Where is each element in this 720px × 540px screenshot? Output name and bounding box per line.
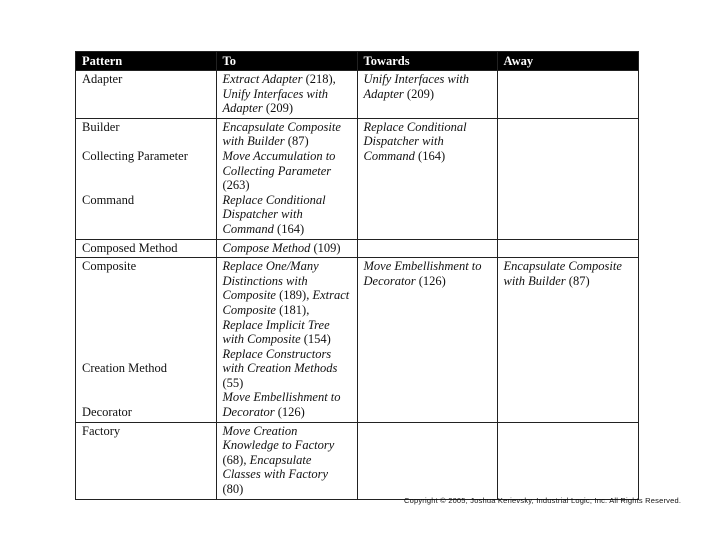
copyright-notice: Copyright © 2005, Joshua Kerievsky, Industrial Logic, Inc. All Rights Reserved. [404, 496, 682, 505]
page-number: (68) [222, 452, 244, 467]
pattern-name: Composed Method [82, 240, 178, 255]
refactoring-name: Move Creation Knowledge to Factory [222, 423, 335, 453]
page-number: (209) [406, 86, 434, 101]
refactoring-name: Move Embellishment to Decorator [222, 390, 341, 420]
refactoring-name: Encapsulate Composite with Builder [503, 259, 622, 288]
pattern-name: Factory [82, 423, 121, 438]
away-cell [497, 71, 638, 119]
table-row [76, 422, 638, 498]
page-number: (218) [305, 72, 333, 86]
header-away: Away [497, 52, 638, 71]
refactoring-name: Extract Adapter [222, 72, 303, 86]
pattern-name: Composite [82, 259, 137, 274]
header-row [76, 52, 638, 71]
page-number: (164) [418, 148, 446, 163]
pattern-name: Decorator [82, 405, 132, 420]
page-number: (87) [287, 134, 309, 149]
table-row [76, 71, 638, 119]
table-body [76, 71, 638, 499]
page-number: (126) [277, 405, 305, 420]
to-cell: Move Creation Knowledge to Factory (68), Encapsulate Classes with Factory (80) [216, 422, 357, 498]
header-to: To [216, 52, 357, 71]
refactoring-name: Replace Implicit Tree with Composite [222, 317, 330, 347]
refactoring-name: Unify Interfaces with Adapter [363, 72, 470, 101]
table-row [76, 118, 638, 239]
towards-cell [357, 422, 497, 498]
pattern-cell [76, 258, 216, 423]
pattern-name: Command [82, 192, 135, 207]
refactoring-name: Extract Composite [222, 288, 350, 317]
towards-cell [357, 239, 497, 258]
to-cell [216, 118, 357, 239]
refactoring-name: Encapsulate Classes with Factory [222, 452, 329, 482]
pattern-name: Adapter [82, 72, 123, 86]
page-number: (164) [277, 221, 305, 236]
pattern-cell [76, 239, 216, 258]
page-number: (126) [418, 273, 446, 288]
pattern-cell [76, 71, 216, 119]
refactoring-name: Move Embellishment to Decorator [363, 259, 482, 288]
towards-cell [357, 71, 497, 119]
header-pattern: Pattern [76, 52, 216, 71]
table-row [76, 258, 638, 423]
page-number: (189) [279, 288, 307, 303]
page-number: (80) [222, 482, 244, 497]
refactoring-name: Unify Interfaces with Adapter [222, 86, 329, 116]
away-cell [497, 118, 638, 239]
patterns-table [75, 51, 639, 500]
pattern-cell [76, 422, 216, 498]
refactoring-name: Replace Conditional Dispatcher with Command [363, 119, 467, 163]
refactoring-name: Move Accumulation to Collecting Parameter [222, 148, 336, 178]
page-number: (87) [568, 273, 590, 288]
to-cell: Replace One/Many Distinctions with Composite (189), Extract Composite (181), Replace Implicit Tree with Composite (154) Replace Constructors with Creation Methods (55) Move Embellishment to Decorator (126) [216, 258, 357, 423]
pattern-name: Builder [82, 119, 120, 134]
pattern-cell [76, 118, 216, 239]
page-number: (109) [313, 240, 341, 255]
refactoring-name: Replace Constructors with Creation Methods [222, 346, 338, 376]
page-number: (154) [303, 332, 331, 347]
refactoring-name: Compose Method [222, 240, 311, 255]
pattern-name: Creation Method [82, 361, 168, 376]
towards-cell [357, 258, 497, 423]
refactoring-name: Replace One/Many Distinctions with Composite [222, 259, 319, 303]
away-cell [497, 422, 638, 498]
to-cell [216, 239, 357, 258]
refactoring-name: Replace Conditional Dispatcher with Command [222, 192, 326, 236]
header-towards: Towards [357, 52, 497, 71]
away-cell [497, 239, 638, 258]
to-cell: Extract Adapter (218), Unify Interfaces with Adapter (209) [216, 71, 357, 119]
page-number: (209) [265, 101, 293, 116]
page-number: (263) [222, 178, 250, 193]
page-number: (55) [222, 375, 244, 390]
pattern-name: Collecting Parameter [82, 148, 188, 163]
refactoring-name: Encapsulate Composite with Builder [222, 119, 341, 149]
table-row [76, 239, 638, 258]
page-number: (181) [279, 302, 307, 317]
away-cell [497, 258, 638, 423]
towards-cell [357, 118, 497, 239]
